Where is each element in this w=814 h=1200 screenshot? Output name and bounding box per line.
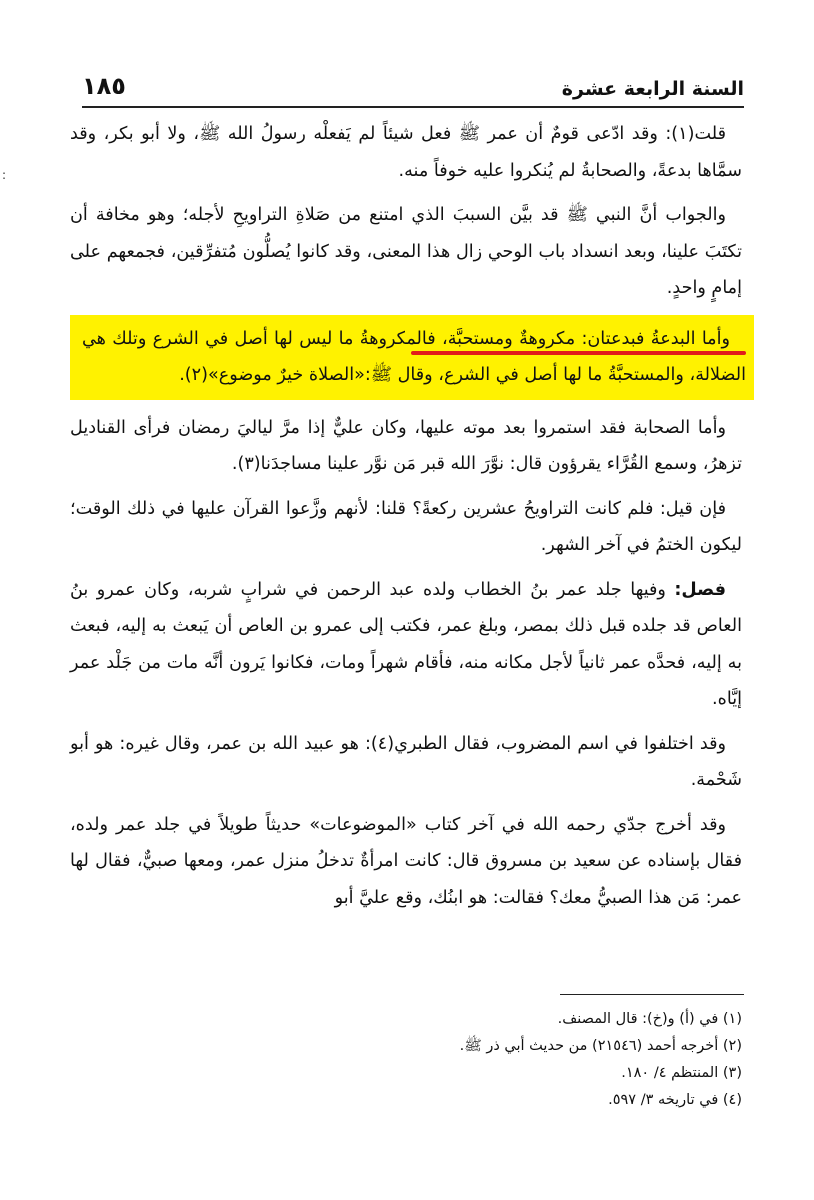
footnotes [70,1006,742,1114]
footnote-4: (٤) في تاريخه ٣/ ٥٩٧. [608,1092,742,1108]
paragraph-6 [70,572,742,718]
margin-mark: : [2,168,7,182]
paragraph-4: وأما الصحابة فقد استمروا بعد موته عليها، وكان عليٌّ إذا مرَّ لياليَ رمضان فرأى القناديل تزهرُ، وسمع القُرَّاء يقرؤون قال: نوَّرَ الله قبر مَن نوَّر علينا مساجدَنا(٣). [70,417,742,474]
paragraph-5: فإن قيل: فلم كانت التراويحُ عشرين ركعةً؟ قلنا: لأنهم وزَّعوا القرآن عليها في ذلك الوقت؛ ليكون الختمُ في آخر الشهر. [70,498,742,555]
main-text [70,116,746,924]
paragraph-1: قلت(١): وقد ادّعى قومٌ أن عمر ﷺ فعل شيئاً لم يَفعلْه رسولُ الله ﷺ، ولا أبو بكر، وقد سمَّاها بدعةً، والصحابةُ لم يُنكروا عليه خوفاً منه. [70,124,742,181]
page-number: ١٨٥ [82,72,126,100]
footnote-3: (٣) المنتظم ٤/ ١٨٠. [621,1065,742,1081]
footnote-divider [560,994,744,995]
paragraph-7: وقد اختلفوا في اسم المضروب، فقال الطبري(٤): هو عبيد الله بن عمر، وقال غيره: هو أبو شَحْمة. [70,733,742,790]
paragraph-8: وقد أخرج جدّي رحمه الله في آخر كتاب «الموضوعات» حديثاً طويلاً في جلد عمر ولده، فقال بإسناده عن سعيد بن مسروق قال: كانت امرأةٌ تدخلُ منزل عمر، ومعها صبيٌّ، فقال لها عمر: مَن هذا الصبيُّ معك؟ فقالت: هو ابنُك، وقع عليَّ أبو [70,814,742,908]
paragraph-2: والجواب أنَّ النبي ﷺ قد بيَّن السببَ الذي امتنع من صَلاةِ التراويحِ لأجله؛ وهو مخافة أن تكتَبَ علينا، وبعد انسداد باب الوحي زال هذا المعنى، وقد كانوا يُصلُّون مُتفرِّقين، فجمعهم على إمامٍ واحدٍ. [70,205,742,298]
highlighted-passage [70,315,754,400]
page-header [82,58,744,108]
paragraph-3-highlighted: وأما البدعةُ فبدعتان: مكروهةٌ ومستحبَّة، فالمكروهةُ ما ليس لها أصل في الشرع وتلك هي الضلالة، والمستحبَّةُ ما لها أصل في الشرع، وقال ﷺ:«الصلاة خيرٌ موضوع»(٢). [82,328,746,385]
red-underline-mark [411,351,746,355]
chapter-title: السنة الرابعة عشرة [561,78,744,100]
section-label: فصل: [674,579,726,600]
footnote-2: (٢) أخرجه أحمد (٢١٥٤٦) من حديث أبي ذر ﷺ. [459,1038,742,1054]
paragraph-6-text: وفيها جلد عمر بنُ الخطاب ولده عبد الرحمن في شرابٍ شربه، وكان عمرو بنُ العاص قد جلده قبل ذلك بمصر، وبلغ عمر، فكتب إلى عمرو بن العاص أن يَبعث به إليه، فبعث به إليه، فحدَّه عمر ثانياً لأجل مكانه منه، فأقام شهراً ومات، فكانوا يَرون أنَّه مات من جَلْد عمر إيَّاه. [70,579,742,709]
footnote-1: (١) في (أ) و(خ): قال المصنف. [557,1011,742,1027]
